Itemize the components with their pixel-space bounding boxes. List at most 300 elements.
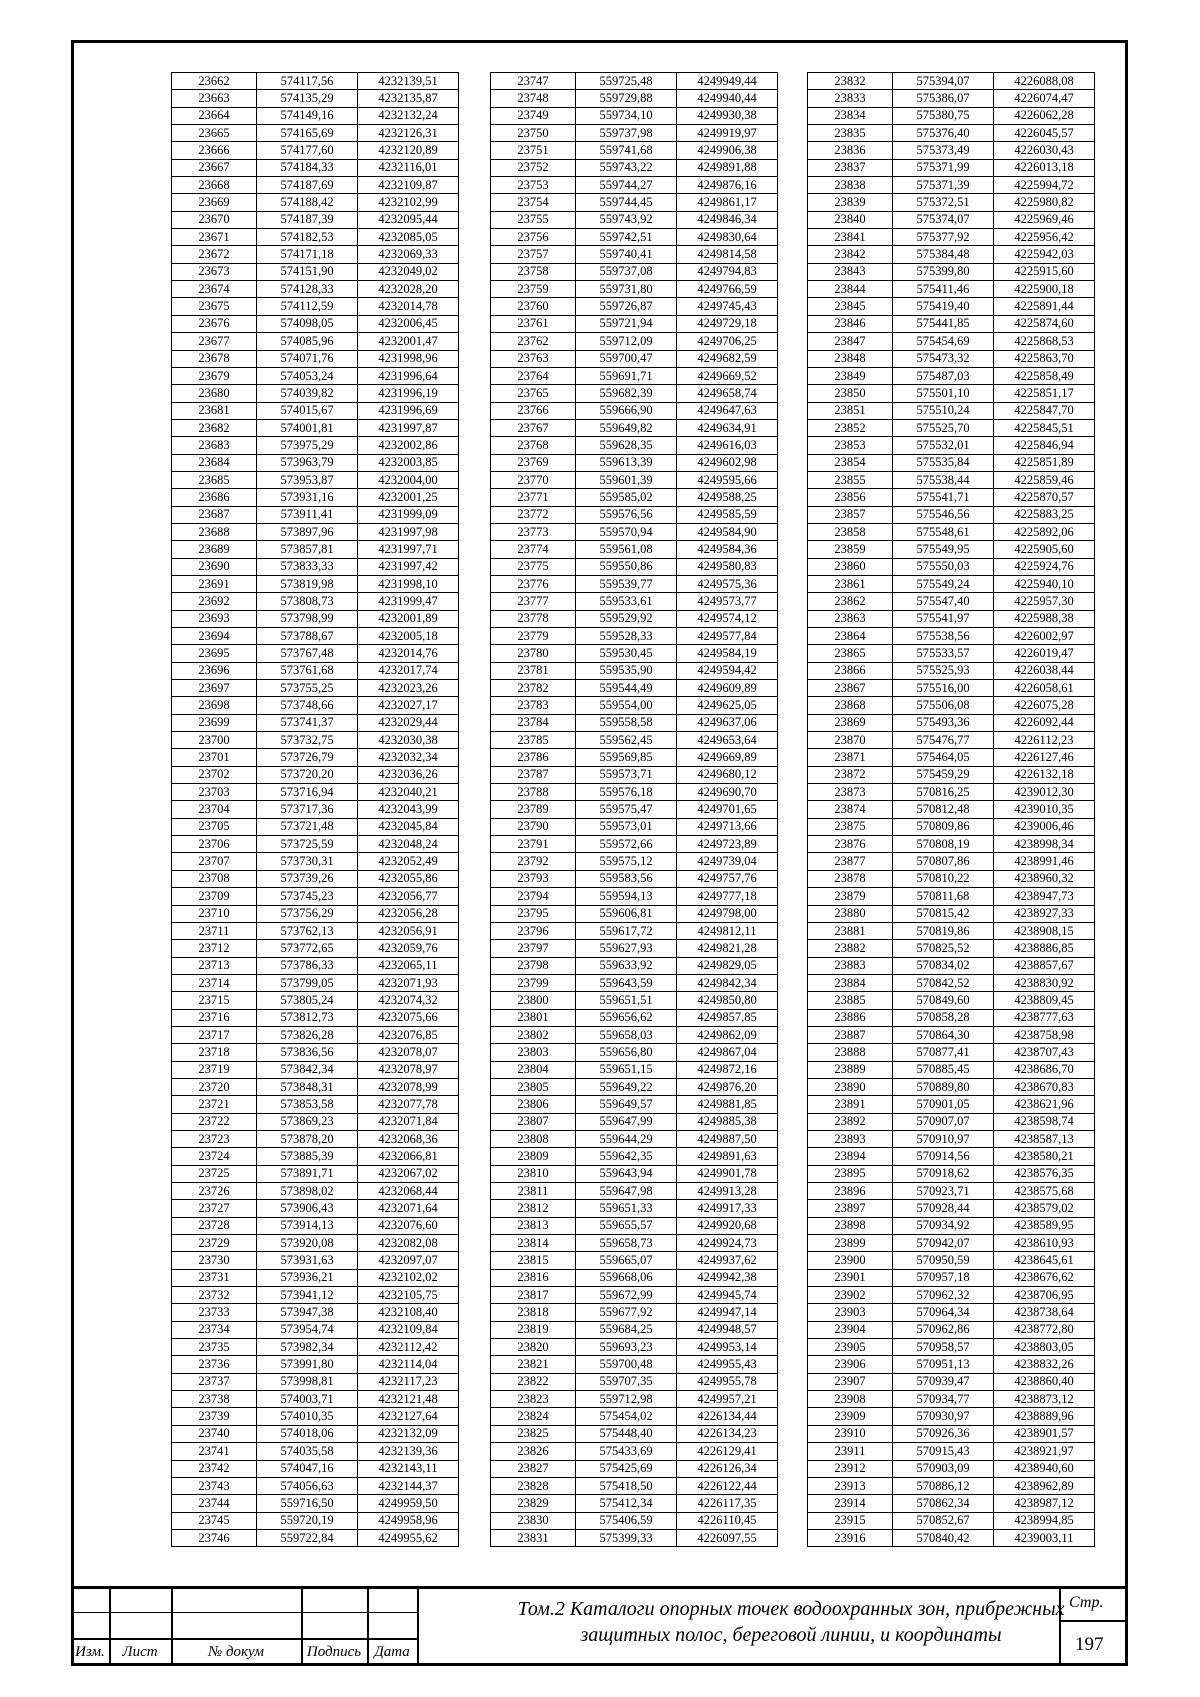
coord-x: 575535,84 [893, 454, 994, 471]
point-number: 23735 [172, 1339, 257, 1356]
point-number: 23677 [172, 333, 257, 350]
coord-y: 4232002,86 [358, 437, 459, 454]
coord-x: 575419,40 [893, 298, 994, 315]
coord-x: 559700,47 [576, 350, 677, 367]
coord-y: 4249739,04 [677, 853, 778, 870]
coord-y: 4225988,38 [994, 610, 1095, 627]
coord-y: 4249955,43 [677, 1356, 778, 1373]
table-row [808, 489, 1095, 506]
coord-x: 575541,71 [893, 489, 994, 506]
table-row [172, 194, 459, 211]
coord-x: 575448,40 [576, 1425, 677, 1442]
coord-y: 4232014,76 [358, 645, 459, 662]
point-number: 23876 [808, 836, 893, 853]
point-number: 23765 [491, 385, 576, 402]
point-number: 23861 [808, 575, 893, 592]
coord-x: 574171,18 [257, 246, 358, 263]
coord-y: 4232065,11 [358, 957, 459, 974]
coord-y: 4249920,68 [677, 1217, 778, 1234]
point-number: 23881 [808, 922, 893, 939]
coord-x: 559720,19 [257, 1512, 358, 1529]
point-number: 23875 [808, 818, 893, 835]
coord-x: 570914,56 [893, 1148, 994, 1165]
coord-x: 570816,25 [893, 784, 994, 801]
point-number: 23739 [172, 1408, 257, 1425]
point-number: 23810 [491, 1165, 576, 1182]
coord-x: 559573,71 [576, 766, 677, 783]
table-row [808, 1252, 1095, 1269]
table-row [808, 1356, 1095, 1373]
coord-y: 4225863,70 [994, 350, 1095, 367]
coord-x: 573991,80 [257, 1356, 358, 1373]
coord-x: 570951,13 [893, 1356, 994, 1373]
table-row [172, 73, 459, 90]
table-row [172, 333, 459, 350]
table-row [491, 541, 778, 558]
coord-y: 4232082,08 [358, 1235, 459, 1252]
point-number: 23897 [808, 1200, 893, 1217]
coord-y: 4232143,11 [358, 1460, 459, 1477]
coord-x: 570962,86 [893, 1321, 994, 1338]
coord-x: 570812,48 [893, 801, 994, 818]
coord-x: 570926,36 [893, 1425, 994, 1442]
point-number: 23704 [172, 801, 257, 818]
point-number: 23878 [808, 870, 893, 887]
table-row [491, 1009, 778, 1026]
coord-x: 559544,49 [576, 680, 677, 697]
table-row [808, 142, 1095, 159]
table-row [172, 957, 459, 974]
table-row [172, 1148, 459, 1165]
point-number: 23787 [491, 766, 576, 783]
coord-x: 573941,12 [257, 1287, 358, 1304]
table-row [172, 870, 459, 887]
table-row [808, 1200, 1095, 1217]
point-number: 23772 [491, 506, 576, 523]
table-row [808, 558, 1095, 575]
table-row [172, 1061, 459, 1078]
table-row [172, 1477, 459, 1494]
coord-y: 4225846,94 [994, 437, 1095, 454]
point-number: 23770 [491, 471, 576, 488]
table-row [172, 1217, 459, 1234]
point-number: 23899 [808, 1235, 893, 1252]
coord-y: 4232059,76 [358, 940, 459, 957]
point-number: 23764 [491, 367, 576, 384]
coord-y: 4249653,64 [677, 732, 778, 749]
coord-x: 559741,68 [576, 142, 677, 159]
coord-y: 4232056,91 [358, 922, 459, 939]
coord-x: 575376,40 [893, 125, 994, 142]
coord-y: 4232132,09 [358, 1425, 459, 1442]
coord-x: 573936,21 [257, 1269, 358, 1286]
document-title: Том.2 Каталоги опорных точек водоохранных зон, прибрежных защитных полос, береговой линии, и координаты [517, 1598, 1065, 1646]
coord-x: 575371,99 [893, 159, 994, 176]
coord-y: 4226126,34 [677, 1460, 778, 1477]
point-number: 23789 [491, 801, 576, 818]
coord-x: 559647,98 [576, 1183, 677, 1200]
table-row [491, 922, 778, 939]
table-row [172, 1512, 459, 1529]
table-row [491, 593, 778, 610]
coord-x: 573842,34 [257, 1061, 358, 1078]
coord-x: 574035,58 [257, 1443, 358, 1460]
coord-x: 559649,82 [576, 419, 677, 436]
table-row [491, 836, 778, 853]
point-number: 23690 [172, 558, 257, 575]
point-number: 23907 [808, 1373, 893, 1390]
point-number: 23688 [172, 523, 257, 540]
coord-x: 559570,94 [576, 523, 677, 540]
table-row [491, 853, 778, 870]
coord-x: 573826,28 [257, 1026, 358, 1043]
table-row [808, 281, 1095, 298]
coord-y: 4249637,06 [677, 714, 778, 731]
coord-y: 4249669,89 [677, 749, 778, 766]
point-number: 23910 [808, 1425, 893, 1442]
point-number: 23755 [491, 211, 576, 228]
point-number: 23724 [172, 1148, 257, 1165]
coord-y: 4231997,42 [358, 558, 459, 575]
table-row [808, 385, 1095, 402]
coord-y: 4232032,34 [358, 749, 459, 766]
point-number: 23895 [808, 1165, 893, 1182]
coord-y: 4238598,74 [994, 1113, 1095, 1130]
point-number: 23832 [808, 73, 893, 90]
table-row [808, 1130, 1095, 1147]
coord-x: 559651,15 [576, 1061, 677, 1078]
point-number: 23853 [808, 437, 893, 454]
table-row [491, 489, 778, 506]
table-row [172, 419, 459, 436]
table-row [808, 1061, 1095, 1078]
coord-x: 559601,39 [576, 471, 677, 488]
coord-x: 559647,99 [576, 1113, 677, 1130]
coord-x: 559628,35 [576, 437, 677, 454]
coord-x: 574071,76 [257, 350, 358, 367]
coord-y: 4232102,99 [358, 194, 459, 211]
point-number: 23756 [491, 229, 576, 246]
coord-x: 559656,62 [576, 1009, 677, 1026]
table-row [491, 1425, 778, 1442]
point-number: 23743 [172, 1477, 257, 1494]
coord-y: 4232117,23 [358, 1373, 459, 1390]
coord-x: 559535,90 [576, 662, 677, 679]
point-number: 23905 [808, 1339, 893, 1356]
table-row [172, 1096, 459, 1113]
point-number: 23857 [808, 506, 893, 523]
coord-x: 559573,01 [576, 818, 677, 835]
point-number: 23698 [172, 697, 257, 714]
coord-x: 573836,56 [257, 1044, 358, 1061]
coord-x: 559707,35 [576, 1373, 677, 1390]
point-number: 23865 [808, 645, 893, 662]
point-number: 23700 [172, 732, 257, 749]
coord-y: 4232006,45 [358, 315, 459, 332]
coord-x: 573755,25 [257, 680, 358, 697]
table-row [808, 1443, 1095, 1460]
coord-x: 574018,06 [257, 1425, 358, 1442]
coord-x: 573741,37 [257, 714, 358, 731]
coord-x: 559684,25 [576, 1321, 677, 1338]
coord-x: 575549,24 [893, 575, 994, 592]
point-number: 23884 [808, 974, 893, 991]
point-number: 23699 [172, 714, 257, 731]
point-number: 23804 [491, 1061, 576, 1078]
point-number: 23676 [172, 315, 257, 332]
coord-y: 4249829,05 [677, 957, 778, 974]
table-row [808, 1373, 1095, 1390]
coord-x: 570807,86 [893, 853, 994, 870]
table-row [808, 1425, 1095, 1442]
coord-y: 4232071,93 [358, 974, 459, 991]
table-row [491, 1529, 778, 1546]
table-row [491, 385, 778, 402]
point-number: 23856 [808, 489, 893, 506]
table-row [491, 350, 778, 367]
point-number: 23714 [172, 974, 257, 991]
table-row [172, 801, 459, 818]
table-row [491, 1443, 778, 1460]
table-row [491, 628, 778, 645]
coord-y: 4238610,93 [994, 1235, 1095, 1252]
table-row [491, 315, 778, 332]
coord-x: 570849,60 [893, 992, 994, 1009]
coord-x: 573898,02 [257, 1183, 358, 1200]
coord-y: 4249959,50 [358, 1495, 459, 1512]
point-number: 23675 [172, 298, 257, 315]
coord-x: 573726,79 [257, 749, 358, 766]
table-row [491, 90, 778, 107]
table-row [491, 575, 778, 592]
coord-y: 4238947,73 [994, 888, 1095, 905]
coord-y: 4249777,18 [677, 888, 778, 905]
table-row [808, 523, 1095, 540]
page-number: 197 [1075, 1634, 1104, 1655]
table-row [172, 1165, 459, 1182]
coord-x: 570877,41 [893, 1044, 994, 1061]
table-row [808, 905, 1095, 922]
coord-y: 4231997,71 [358, 541, 459, 558]
point-number: 23767 [491, 419, 576, 436]
coord-x: 573998,81 [257, 1373, 358, 1390]
coord-y: 4238998,34 [994, 836, 1095, 853]
coord-x: 570889,80 [893, 1078, 994, 1095]
coord-x: 570939,47 [893, 1373, 994, 1390]
point-number: 23862 [808, 593, 893, 610]
table-row [491, 957, 778, 974]
point-number: 23833 [808, 90, 893, 107]
coord-x: 559530,45 [576, 645, 677, 662]
coord-x: 559677,92 [576, 1304, 677, 1321]
table-row [491, 732, 778, 749]
coord-x: 559651,51 [576, 992, 677, 1009]
table-row [808, 1287, 1095, 1304]
coord-y: 4249745,43 [677, 298, 778, 315]
coord-x: 559655,57 [576, 1217, 677, 1234]
point-number: 23744 [172, 1495, 257, 1512]
coord-y: 4249955,62 [358, 1529, 459, 1546]
point-number: 23868 [808, 697, 893, 714]
coord-y: 4225905,60 [994, 541, 1095, 558]
coord-x: 574010,35 [257, 1408, 358, 1425]
coord-x: 570901,05 [893, 1096, 994, 1113]
coord-y: 4231996,64 [358, 367, 459, 384]
coord-y: 4249857,85 [677, 1009, 778, 1026]
point-number: 23673 [172, 263, 257, 280]
coord-x: 575418,50 [576, 1477, 677, 1494]
coord-x: 559737,08 [576, 263, 677, 280]
coord-y: 4225868,53 [994, 333, 1095, 350]
table-row [172, 628, 459, 645]
point-number: 23663 [172, 90, 257, 107]
coord-y: 4249729,18 [677, 315, 778, 332]
coord-y: 4232001,25 [358, 489, 459, 506]
point-number: 23692 [172, 593, 257, 610]
table-row [491, 905, 778, 922]
coord-x: 573717,36 [257, 801, 358, 818]
point-number: 23685 [172, 471, 257, 488]
table-row [172, 1113, 459, 1130]
point-number: 23779 [491, 628, 576, 645]
coord-y: 4232078,97 [358, 1061, 459, 1078]
coord-y: 4226127,46 [994, 749, 1095, 766]
table-row [808, 1165, 1095, 1182]
coord-y: 4249647,63 [677, 402, 778, 419]
coord-x: 575516,00 [893, 680, 994, 697]
table-row [172, 1304, 459, 1321]
coord-x: 573897,96 [257, 523, 358, 540]
coord-x: 559700,48 [576, 1356, 677, 1373]
coord-x: 559643,59 [576, 974, 677, 991]
coord-y: 4249917,33 [677, 1200, 778, 1217]
coord-x: 573931,63 [257, 1252, 358, 1269]
coord-y: 4249876,16 [677, 177, 778, 194]
coord-y: 4238589,95 [994, 1217, 1095, 1234]
coord-x: 570852,67 [893, 1512, 994, 1529]
table-row [172, 367, 459, 384]
table-row [808, 957, 1095, 974]
coord-y: 4238987,12 [994, 1495, 1095, 1512]
table-row [172, 159, 459, 176]
point-number: 23751 [491, 142, 576, 159]
coord-x: 573848,31 [257, 1078, 358, 1095]
point-number: 23747 [491, 73, 576, 90]
point-number: 23838 [808, 177, 893, 194]
table-row [172, 142, 459, 159]
coord-y: 4226002,97 [994, 628, 1095, 645]
coord-y: 4249585,59 [677, 506, 778, 523]
coord-y: 4249594,42 [677, 662, 778, 679]
coord-y: 4249682,59 [677, 350, 778, 367]
coord-y: 4232036,26 [358, 766, 459, 783]
coord-x: 573745,23 [257, 888, 358, 905]
coord-x: 573756,29 [257, 905, 358, 922]
table-row [808, 1304, 1095, 1321]
point-number: 23769 [491, 454, 576, 471]
coord-y: 4249580,83 [677, 558, 778, 575]
table-row [808, 454, 1095, 471]
point-number: 23860 [808, 558, 893, 575]
point-number: 23896 [808, 1183, 893, 1200]
coord-x: 559725,48 [576, 73, 677, 90]
coord-y: 4249913,28 [677, 1183, 778, 1200]
table-row [172, 610, 459, 627]
point-number: 23703 [172, 784, 257, 801]
point-number: 23894 [808, 1148, 893, 1165]
coord-y: 4238908,15 [994, 922, 1095, 939]
coord-y: 4232068,44 [358, 1183, 459, 1200]
coord-y: 4249812,11 [677, 922, 778, 939]
point-number: 23776 [491, 575, 576, 592]
coord-x: 573920,08 [257, 1235, 358, 1252]
point-number: 23695 [172, 645, 257, 662]
table-row [172, 541, 459, 558]
point-number: 23729 [172, 1235, 257, 1252]
table-row [491, 1061, 778, 1078]
coord-y: 4232052,49 [358, 853, 459, 870]
table-row [172, 732, 459, 749]
point-number: 23827 [491, 1460, 576, 1477]
coord-x: 559722,84 [257, 1529, 358, 1546]
table-row [491, 1477, 778, 1494]
coord-y: 4226030,43 [994, 142, 1095, 159]
point-number: 23822 [491, 1373, 576, 1390]
point-number: 23782 [491, 680, 576, 697]
point-number: 23681 [172, 402, 257, 419]
coord-y: 4232071,84 [358, 1113, 459, 1130]
point-number: 23840 [808, 211, 893, 228]
table-row [172, 1200, 459, 1217]
coord-y: 4232014,78 [358, 298, 459, 315]
table-row [808, 697, 1095, 714]
point-number: 23722 [172, 1113, 257, 1130]
point-number: 23718 [172, 1044, 257, 1061]
coord-y: 4231996,69 [358, 402, 459, 419]
coord-y: 4249821,28 [677, 940, 778, 957]
point-number: 23710 [172, 905, 257, 922]
table-row [491, 1130, 778, 1147]
point-number: 23684 [172, 454, 257, 471]
table-row [808, 1408, 1095, 1425]
table-row [172, 697, 459, 714]
point-number: 23678 [172, 350, 257, 367]
table-row [491, 1391, 778, 1408]
point-number: 23835 [808, 125, 893, 142]
coord-x: 575548,61 [893, 523, 994, 540]
point-number: 23781 [491, 662, 576, 679]
table-row [808, 870, 1095, 887]
coord-x: 559528,33 [576, 628, 677, 645]
table-row [491, 801, 778, 818]
coord-x: 575371,39 [893, 177, 994, 194]
coord-x: 573911,41 [257, 506, 358, 523]
coord-y: 4232048,24 [358, 836, 459, 853]
coord-x: 573767,48 [257, 645, 358, 662]
table-row [491, 73, 778, 90]
table-row [491, 888, 778, 905]
coord-x: 575377,92 [893, 229, 994, 246]
table-row [172, 350, 459, 367]
coord-y: 4232023,26 [358, 680, 459, 697]
point-number: 23669 [172, 194, 257, 211]
coord-y: 4249669,52 [677, 367, 778, 384]
table-row [808, 437, 1095, 454]
point-number: 23726 [172, 1183, 257, 1200]
coord-x: 559734,10 [576, 107, 677, 124]
coord-y: 4249919,97 [677, 125, 778, 142]
coord-x: 559569,85 [576, 749, 677, 766]
